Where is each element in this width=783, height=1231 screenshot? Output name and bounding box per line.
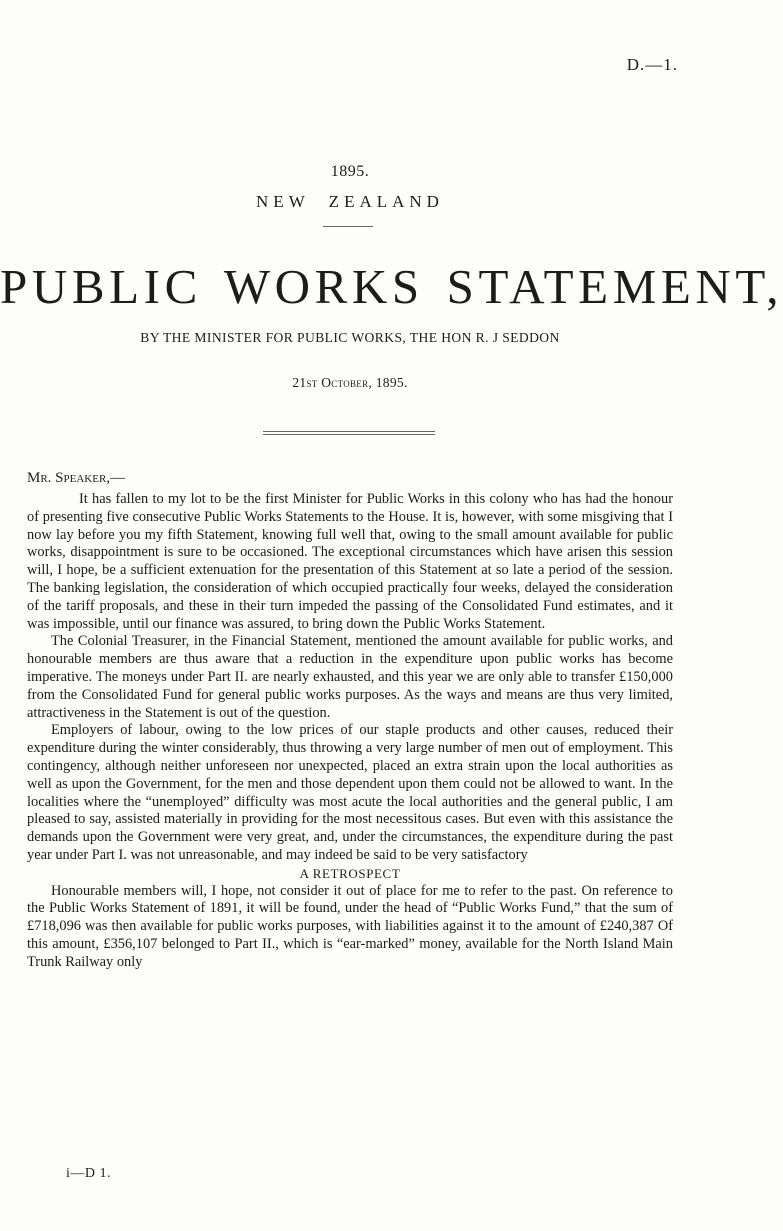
short-divider	[323, 226, 373, 227]
paragraph: Employers of labour, owing to the low prices of our staple products and other causes, reduced their expenditure during the winter considerably, thus throwing a very large number of men out of employment. This contingency, although neither unforeseen nor unexpected, placed an extra strain upon the local authorities as well as upon the Government, for the men and those dependent upon them could not be allowed to want. In the localities where the “unemployed” difficulty was most acute the local authorities and the general public, I am pleased to say, assisted materially in providing for the most necessitous cases. But even with this assistance the demands upon the Government were very great, and, under the circumstances, the expenditure during the past year under Part I. was not unreasonable, and may indeed be said to be very satisfactory	[27, 722, 673, 863]
paragraph: It has fallen to my lot to be the first Minister for Public Works in this colony who has had the honour of presenting five consecutive Public Works Statements to the House. It is, however, with some misgiving that I now lay before you my fifth Statement, knowing full well that, owing to the small amount available for public works, disappointment is sure to be occasioned. The exceptional circumstances which have arisen this session will, I hope, be a sufficient extenuation for the presentation of this Statement at so late a period of the session. The banking legislation, the consideration of which occupied practically four weeks, delayed the consideration of the tariff proposals, and these in their turn impeded the passing of the Consolidated Fund estimates, and it was impossible, until our finance was assured, to bring down the Public Works Statement.	[27, 491, 673, 632]
section-heading: A RETROSPECT	[299, 865, 401, 881]
double-divider	[263, 431, 435, 435]
body-text	[27, 491, 673, 972]
paragraph: The Colonial Treasurer, in the Financial Statement, mentioned the amount available for public works, and honourable members are thus aware that a reduction in the expenditure upon public works has become imperative. The moneys under Part II. are nearly exhausted, and this year we are only able to transfer £150,000 from the Consolidated Fund for general public works purposes. As the ways and means are thus very limited, attractiveness in the Statement is out of the question.	[27, 633, 673, 721]
page-reference: D.—1.	[626, 55, 678, 74]
salutation: Mr. Speaker,—	[27, 470, 126, 486]
document-title: PUBLIC WORKS STATEMENT,	[0, 259, 783, 314]
country: NEW ZEALAND	[256, 192, 444, 211]
year: 1895.	[330, 163, 370, 180]
date: 21st October, 1895.	[292, 375, 408, 390]
signature-mark: i—D 1.	[66, 1166, 111, 1181]
paragraph: Honourable members will, I hope, not consider it out of place for me to refer to the past. On reference to the Public Works Statement of 1891, it will be found, under the head of “Public Works Fund,” that the sum of £718,096 was then available for public works purposes, with liabilities against it to the amount of £240,387 Of this amount, £356,107 belonged to Part II., which is “ear-marked” money, available for the North Island Main Trunk Railway only	[27, 882, 673, 970]
byline: BY THE MINISTER FOR PUBLIC WORKS, THE HON R. J SEDDON	[140, 330, 560, 345]
